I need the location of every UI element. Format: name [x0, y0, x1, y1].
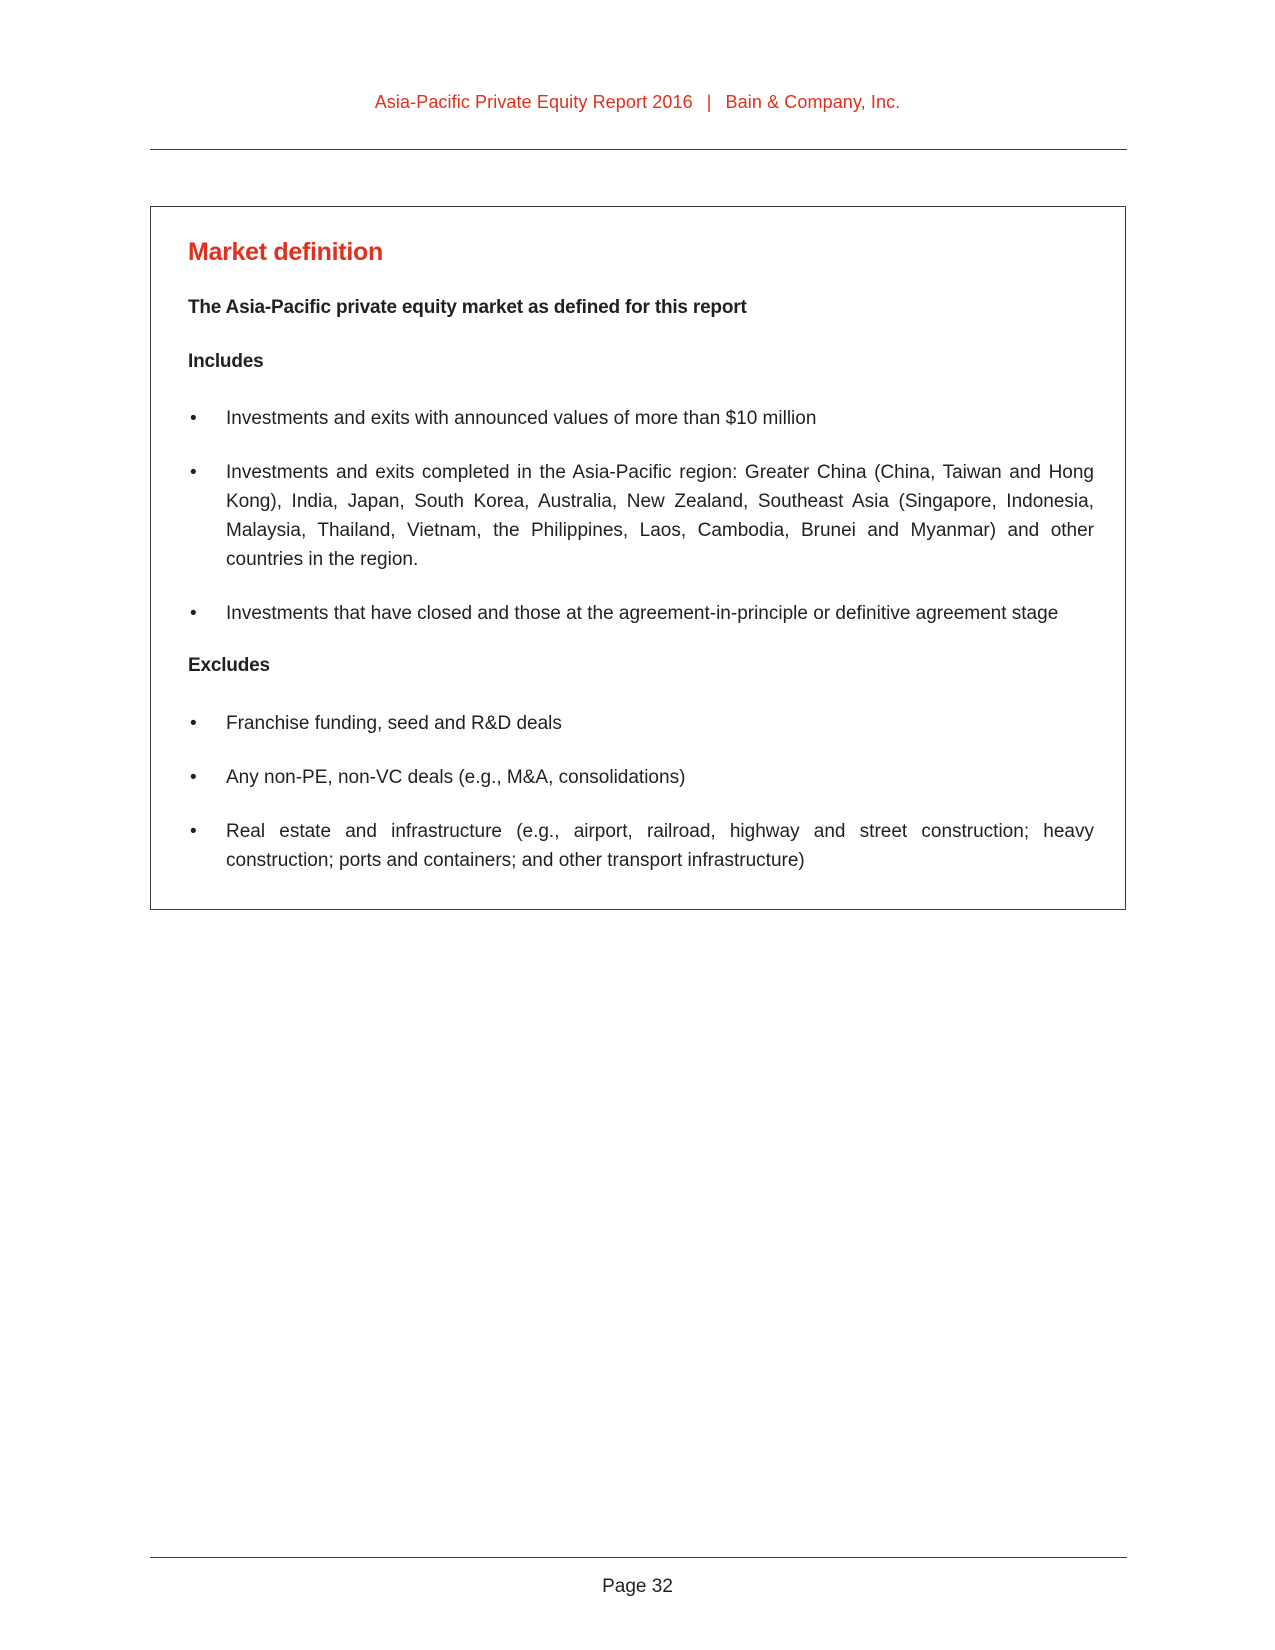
includes-list [188, 404, 1094, 653]
bullet-icon: • [190, 462, 197, 483]
list-item-text: Any non-PE, non-VC deals (e.g., M&A, consolidations) [226, 767, 686, 788]
list-item [188, 817, 1094, 875]
bullet-icon: • [190, 603, 197, 624]
includes-heading: Includes [188, 351, 264, 372]
market-definition-box [150, 206, 1126, 910]
list-item-text: Investments and exits completed in the Asia-Pacific region: Greater China (China, Taiwan and Hong Kong), India, Japan, South Korea, Australia, New Zealand, Southeast Asia (Singapore, Indonesia, Malaysia, Thailand, Vietnam, the Philippines, Laos, Cambodia, Brunei and Myanmar) and other countries in the region. [226, 462, 1094, 570]
list-item-text: Franchise funding, seed and R&D deals [226, 713, 562, 734]
list-item-text: Real estate and infrastructure (e.g., airport, railroad, highway and street construction; heavy construction; ports and containers; and other transport infrastructure) [226, 821, 1094, 871]
list-item [188, 458, 1094, 574]
list-item-text: Investments and exits with announced values of more than $10 million [226, 408, 817, 429]
box-title: Market definition [188, 238, 383, 266]
bullet-icon: • [190, 408, 197, 429]
bullet-icon: • [190, 713, 197, 734]
header-divider [150, 149, 1127, 150]
bullet-icon: • [190, 767, 197, 788]
company-name: Bain & Company, Inc. [725, 92, 901, 112]
list-item [188, 599, 1094, 628]
page-number: Page 32 [602, 1576, 673, 1597]
box-subtitle: The Asia-Pacific private equity market as defined for this report [188, 297, 747, 318]
bullet-icon: • [190, 821, 197, 842]
report-title: Asia-Pacific Private Equity Report 2016 [374, 92, 693, 112]
footer-divider [150, 1557, 1127, 1558]
excludes-list [188, 709, 1094, 900]
list-item-text: Investments that have closed and those at the agreement-in-principle or definitive agreement stage [226, 603, 1059, 624]
header-separator: | [706, 92, 712, 112]
list-item [188, 709, 1094, 738]
list-item [188, 404, 1094, 433]
list-item [188, 763, 1094, 792]
running-header [0, 92, 1275, 113]
excludes-heading: Excludes [188, 655, 270, 676]
